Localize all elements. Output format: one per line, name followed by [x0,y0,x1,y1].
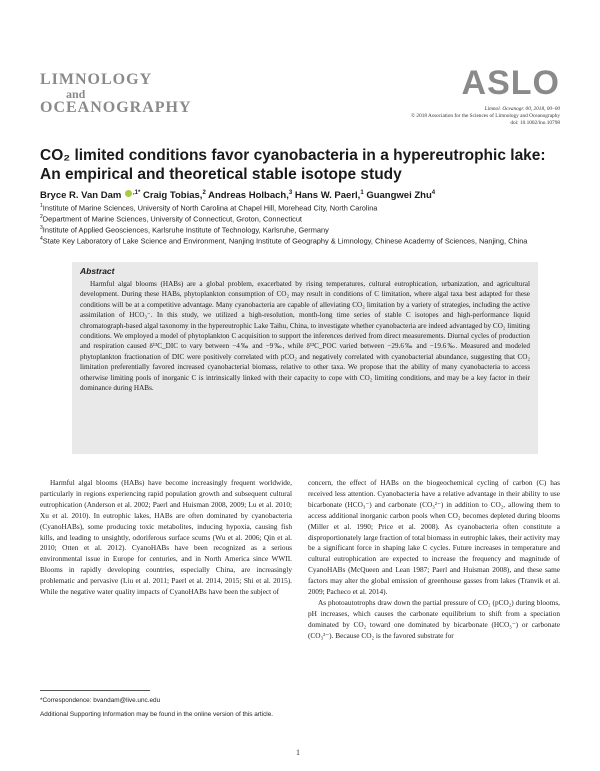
affiliation-item [40,213,560,224]
affiliation-item [40,235,560,246]
journal-logo-line2: and [66,87,86,101]
journal-logo-line1: LIMNOLOGY [40,71,153,88]
affiliation-text: Department of Marine Sciences, University of Connecticut, Groton, Connecticut [42,214,302,224]
society-logo: ASLO [461,64,560,102]
body-column-right [308,478,560,642]
orcid-icon[interactable] [125,190,132,197]
author-affiliation-mark: ,1* [132,190,141,196]
footnotes [40,697,292,724]
citation-copyright: © 2018 Association for the Sciences of Limnology and Oceanography [411,113,560,119]
paper-title: CO₂ limited conditions favor cyanobacteria in a hypereutrophic lake: An empirical and theoretical stable isotope study [40,147,546,183]
supporting-info-footnote: Additional Supporting Information may be found in the online version of this article. [40,710,274,718]
affiliation-number: 2 [40,214,43,221]
author-list [40,187,560,202]
citation-doi[interactable]: doi: 10.1002/lno.10798 [510,120,560,126]
author-name: Bryce R. Van Dam [40,190,122,202]
author-name: Andreas Holbach, [208,190,289,202]
affiliation-number: 3 [40,225,43,232]
author-affiliation-mark: 3 [288,190,293,196]
author-affiliation-mark: 4 [431,190,436,196]
affiliation-list [40,202,560,246]
affiliation-text: Institute of Applied Geosciences, Karlsruhe Institute of Technology, Karlsruhe, Germany [42,225,329,235]
citation-journal: Limnol. Oceanogr. 00, 2018, 00–00 [484,106,560,112]
body-paragraph: As photoautotrophs draw down the partial pressure of CO₂ (pCO₂) during blooms, pH increases, which causes the carbonate equilibrium to shift from a speciation dominated by CO₂ toward one dominated by bicarbonate (HCO₃⁻) or carbonate (CO₃²⁻). Because CO₂ is the favored substrate for [308,597,560,640]
body-paragraph: concern, the effect of HABs on the biogeochemical cycling of carbon (C) has received less attention. Cyanobacteria have a relative advantage in their ability to use bicarbonate (HCO₃⁻) and carbonate (CO₃²⁻) in addition to CO₂, allowing them to access additional inorganic carbon pools when CO₂ becomes depleted during blooms (Miller et al. 1990; Price et al. 2008). As cyanobacteria often constitute a disproportionately large fraction of total biomass in eutrophic lakes, their activity may be a significant force in shaping lake C cycles. Future increases in temperature and cultural eutrophication are expected to increase the frequency and magnitude of CyanoHABs (McQueen and Lean 1987; Paerl and Huisman 2008), and these same factors may alter the global emission of greenhouse gasses from lakes (Tranvik et al. 2009; Pacheco et al. 2014). [308,478,560,597]
affiliation-item [40,202,560,213]
journal-logo-line3: OCEANOGRAPHY [40,99,192,116]
correspondence-footnote[interactable]: *Correspondence: bvandam@live.unc.edu [40,697,161,704]
affiliation-text: State Key Laboratory of Lake Science and Environment, Nanjing Institute of Geography & Limnology, Chinese Academy of Sciences, Nanjing, China [42,236,528,246]
abstract-heading: Abstract [80,266,115,276]
affiliation-number: 4 [40,236,43,243]
author-name: Craig Tobias, [142,190,203,202]
footnote-divider [40,690,150,691]
journal-logo [40,72,192,116]
affiliation-item [40,224,560,235]
author-name: Hans W. Paerl, [294,190,361,202]
body-column-left: Harmful algal blooms (HABs) have become increasingly frequent worldwide, particularly in regions experiencing rapid population growth and subsequent cultural eutrophication (Anderson et al. 2002; Paerl and Huisman 2008, 2009; Lu et al. 2010; Xu et al. 2010). In eutrophic lakes, HABs are often dominated by cyanobacteria (CyanoHABs), some producing toxic metabolites, inducing hypoxia, causing fish kills, and leading to unsightly, odoriferous surface scums (Wu et al. 2006; Qin et al. 2010; Otten et al. 2012). CyanoHABs have been recognized as a serious environmental issue in Europe for centuries, and in North America since WWII. Blooms in rapidly developing countries, especially China, are increasingly problematic and pervasive (Liu et al. 2011; Paerl et al. 2014, 2015; Shi et al. 2015). While the negative water quality impacts of CyanoHABs have been the subject of [40,478,292,597]
author-name: Guangwei Zhu [366,190,432,202]
abstract-text: Harmful algal blooms (HABs) are a global problem, exacerbated by rising temperatures, cultural eutrophication, urbanization, and agricultural development. During these HABs, phytoplankton consumption of CO₂ may result in conditions of C limitation, where algal taxa best adapted for these conditions will be at a competitive advantage. Many cyanobacteria are capable of alleviating CO₂ limitation by a variety of strategies, including the active assimilation of HCO₃⁻. In this study, we utilized a high-resolution, month-long time series of stable C isotopes and high-performance liquid chromatograph-based algal taxonomy in the hypereutrophic Lake Taihu, China, to investigate whether cyanobacteria are indeed advantaged by CO₂ limiting conditions. We employed a model of phytoplankton C acquisition to support the inferences derived from direct measurements. Diurnal cycles of production and respiration caused δ¹³C_DIC to vary between −4‰ and −9‰, while δ¹³C_POC varied between −29.6‰ and −19.6‰. Measured and modeled phytoplankton fractionation of DIC were positively correlated with pCO₂ and negatively correlated with cyanobacterial abundance, suggesting that CO₂ limitation preferentially favored increased cyanobacterial biomass, relative to other taxa. We propose that the ability of many cyanobacteria to access otherwise limiting pools of inorganic C is intrinsically linked with their capacity to cope with CO₂ limiting conditions, and may be a key factor in their dominance during HABs. [80,280,530,393]
author-affiliation-mark: 1 [360,190,364,196]
page-number: 1 [296,748,300,757]
citation-block [320,106,560,127]
author-affiliation-mark: 2 [202,190,206,196]
affiliation-text: Institute of Marine Sciences, University of North Carolina at Chapel Hill, Morehead City, North Carolina [42,203,378,213]
affiliation-number: 1 [40,203,43,209]
